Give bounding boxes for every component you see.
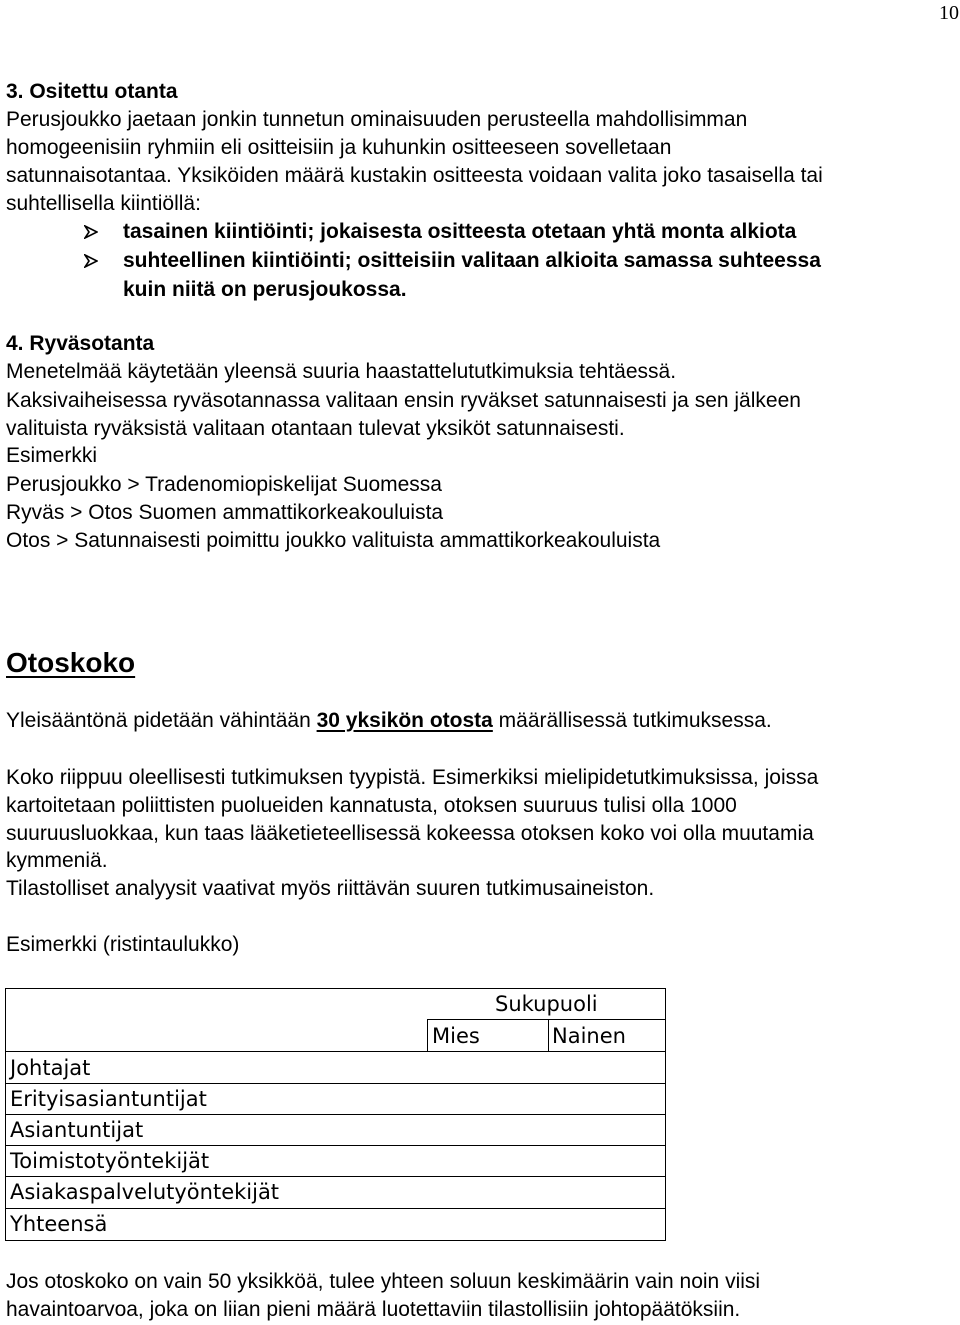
paragraph-line: Menetelmää käytetään yleensä suuria haastattelututkimuksia tehtäessä. — [6, 360, 677, 383]
paragraph-line: Jos otoskoko on vain 50 yksikköä, tulee yhteen soluun keskimäärin vain noin viisi — [6, 1270, 761, 1293]
row-label: Johtajat — [10, 1056, 91, 1080]
header-bottom-rule — [6, 1051, 665, 1052]
crosstab-example-label: Esimerkki (ristintaulukko) — [6, 933, 240, 956]
paragraph-line: havaintoarvoa, joka on liian pieni määrä luotettaviin tilastollisiin johtopäätöksiin. — [6, 1298, 741, 1321]
section-4-heading: 4. Ryväsotanta — [6, 332, 155, 355]
paragraph-line: Kaksivaiheisessa ryväsotannassa valitaan ensin ryväkset satunnaisesti ja sen jälkeen — [6, 389, 801, 412]
row-label: Toimistotyöntekijät — [10, 1149, 210, 1173]
row-divider — [6, 1083, 665, 1084]
example-line: Ryväs > Otos Suomen ammattikorkeakouluista — [6, 501, 444, 524]
section-3-heading: 3. Ositettu otanta — [6, 80, 178, 103]
paragraph-line: suuruusluokkaa, kun taas lääketieteellisessä kokeessa otoksen koko voi olla muutamia — [6, 822, 814, 845]
group-header: Sukupuoli — [495, 992, 598, 1016]
row-label: Erityisasiantuntijat — [10, 1087, 207, 1111]
example-line: Otos > Satunnaisesti poimittu joukko valituista ammattikorkeakouluista — [6, 529, 661, 552]
row-divider — [6, 1114, 665, 1115]
rule-prefix: Yleisääntönä pidetään vähintään — [6, 709, 317, 732]
crosstab-table — [5, 988, 666, 1241]
page-number: 10 — [939, 2, 959, 24]
paragraph-line: Perusjoukko jaetaan jonkin tunnetun ominaisuuden perusteella mahdollisimman — [6, 108, 748, 131]
arrow-bullet-icon — [84, 254, 98, 268]
example-line: Perusjoukko > Tradenomiopiskelijat Suomessa — [6, 473, 442, 496]
rule-suffix: määrällisessä tutkimuksessa. — [492, 709, 772, 732]
column-header-mies: Mies — [432, 1024, 480, 1048]
row-divider — [6, 1208, 665, 1209]
example-label: Esimerkki — [6, 444, 98, 467]
column-divider — [427, 1019, 428, 1051]
arrow-bullet-icon — [84, 225, 98, 239]
paragraph-line: Koko riippuu oleellisesti tutkimuksen tyypistä. Esimerkiksi mielipidetutkimuksissa, joissa — [6, 766, 819, 789]
header-divider — [427, 1019, 666, 1020]
rule-sentence — [6, 707, 772, 735]
row-label: Asiantuntijat — [10, 1118, 144, 1142]
otoskoko-heading: Otoskoko — [6, 647, 136, 678]
column-divider — [548, 1019, 549, 1051]
paragraph-line: suhtellisella kiintiöllä: — [6, 192, 201, 215]
row-divider — [6, 1176, 665, 1177]
bullet-item: tasainen kiintiöinti; jokaisesta ositteesta otetaan yhtä monta alkiota — [123, 220, 797, 243]
paragraph-line: kymmeniä. — [6, 849, 108, 872]
bullet-continuation: kuin niitä on perusjoukossa. — [123, 278, 407, 301]
paragraph-line: homogeenisiin ryhmiin eli ositteisiin ja kuhunkin ositteeseen sovelletaan — [6, 136, 672, 159]
column-header-nainen: Nainen — [552, 1024, 626, 1048]
row-label-total: Yhteensä — [10, 1212, 108, 1236]
bullet-item: suhteellinen kiintiöinti; ositteisiin valitaan alkioita samassa suhteessa — [123, 249, 821, 272]
paragraph-line: satunnaisotantaa. Yksiköiden määrä kustakin ositteesta voidaan valita joko tasaisella tai — [6, 164, 823, 187]
paragraph-line: Tilastolliset analyysit vaativat myös riittävän suuren tutkimusaineiston. — [6, 877, 655, 900]
rule-emphasis: 30 yksikön otosta — [316, 709, 493, 732]
row-divider — [6, 1145, 665, 1146]
paragraph-line: kartoitetaan poliittisten puolueiden kannatusta, otoksen suuruus tulisi olla 1000 — [6, 794, 737, 817]
row-label: Asiakaspalvelutyöntekijät — [10, 1180, 280, 1204]
paragraph-line: valituista ryväksistä valitaan otantaan tulevat yksiköt satunnaisesti. — [6, 417, 625, 440]
